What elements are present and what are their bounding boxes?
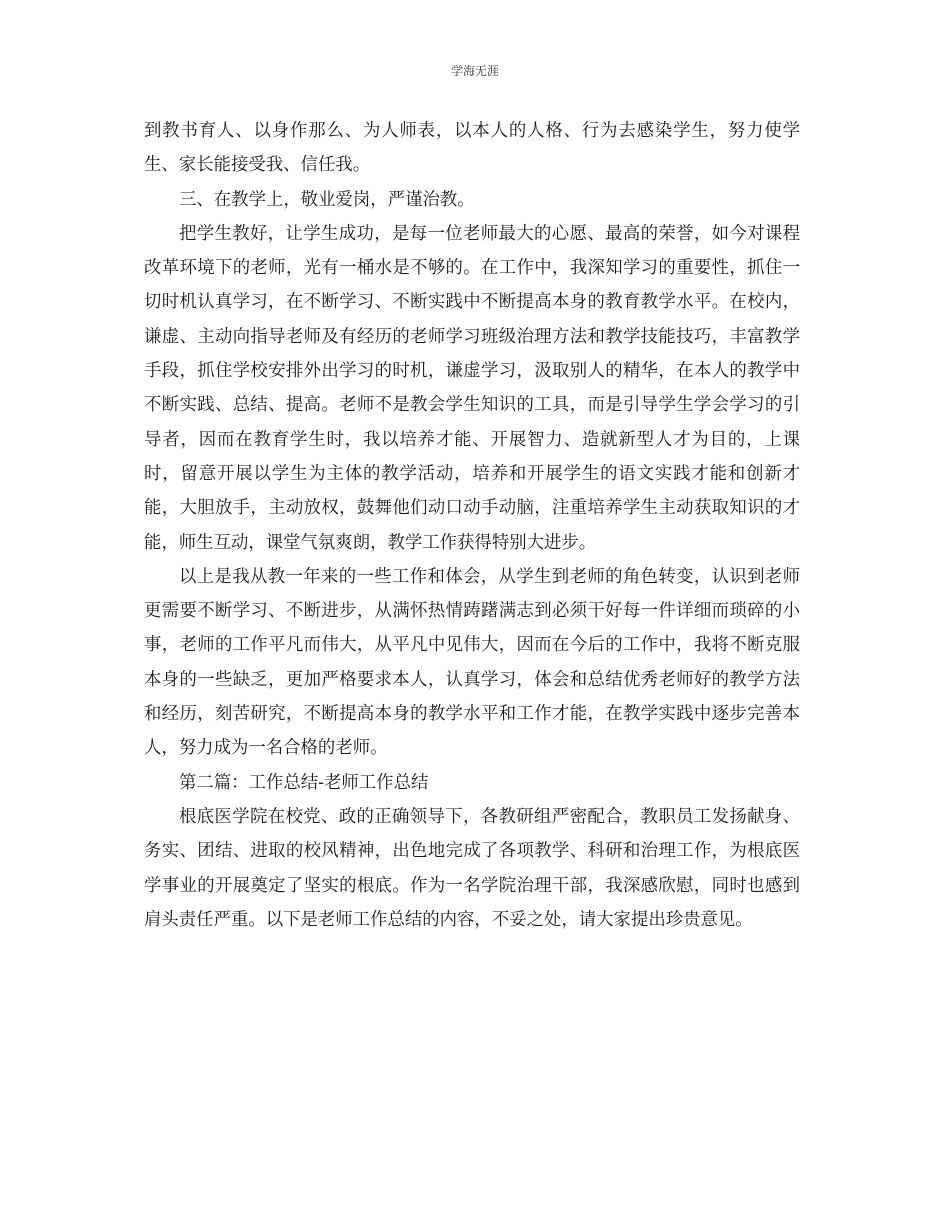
paragraph-summary: 以上是我从教一年来的一些工作和体会，从学生到老师的角色转变，认识到老师更需要不断学习、不断进步，从满怀热情踌躇满志到必须干好每一件详细而琐碎的小事，老师的工作平凡而伟大，从平凡中见伟大，因而在今后的工作中，我将不断克服本身的一些缺乏，更加严格要求本人，认真学习，体会和总结优秀老师好的教学方法和经历，刻苦研究，不断提高本身的教学水平和工作才能，在教学实践中逐步完善本人，努力成为一名合格的老师。 xyxy=(144,566,800,759)
paragraph-intro: 根底医学院在校党、政的正确领导下，各教研组严密配合，教职员工发扬献身、务实、团结、进取的校风精神，出色地完成了各项教学、科研和治理工作，为根底医学事业的开展奠定了坚实的根底。作为一名学院治理干部，我深感欣慰，同时也感到肩头责任严重。以下是老师工作总结的内容，不妥之处，请大家提出珍贵意见。 xyxy=(144,806,800,930)
page-header: 学海无涯 xyxy=(450,64,499,78)
section-heading: 三、在教学上，敬业爱岗，严谨治教。 xyxy=(179,189,475,210)
paragraph-teaching: 把学生教好，让学生成功，是每一位老师最大的心愿、最高的荣誉，如今对课程改革环境下的老师，光有一桶水是不够的。在工作中，我深知学习的重要性，抓住一切时机认真学习，在不断学习、不断实践中不断提高本身的教育教学水平。在校内，谦虚、主动向指导老师及有经历的老师学习班级治理方法和教学技能技巧，丰富教学手段，抓住学校安排外出学习的时机，谦虚学习，汲取别人的精华，在本人的教学中不断实践、总结、提高。老师不是教会学生知识的工具，而是引导学生学会学习的引导者，因而在教育学生时，我以培养才能、开展智力、造就新型人才为目的，上课时，留意开展以学生为主体的教学活动，培养和开展学生的语文实践才能和创新才能，大胆放手，主动放权，鼓舞他们动口动手动脑，注重培养学生主动获取知识的才能，师生互动，课堂气氛爽朗，教学工作获得特别大进步。 xyxy=(144,223,800,553)
document-body xyxy=(144,114,800,937)
chapter-title: 第二篇：工作总结-老师工作总结 xyxy=(179,772,429,793)
paragraph-continuation: 到教书育人、以身作那么、为人师表，以本人的人格、行为去感染学生，努力使学生、家长能接受我、信任我。 xyxy=(144,121,800,176)
